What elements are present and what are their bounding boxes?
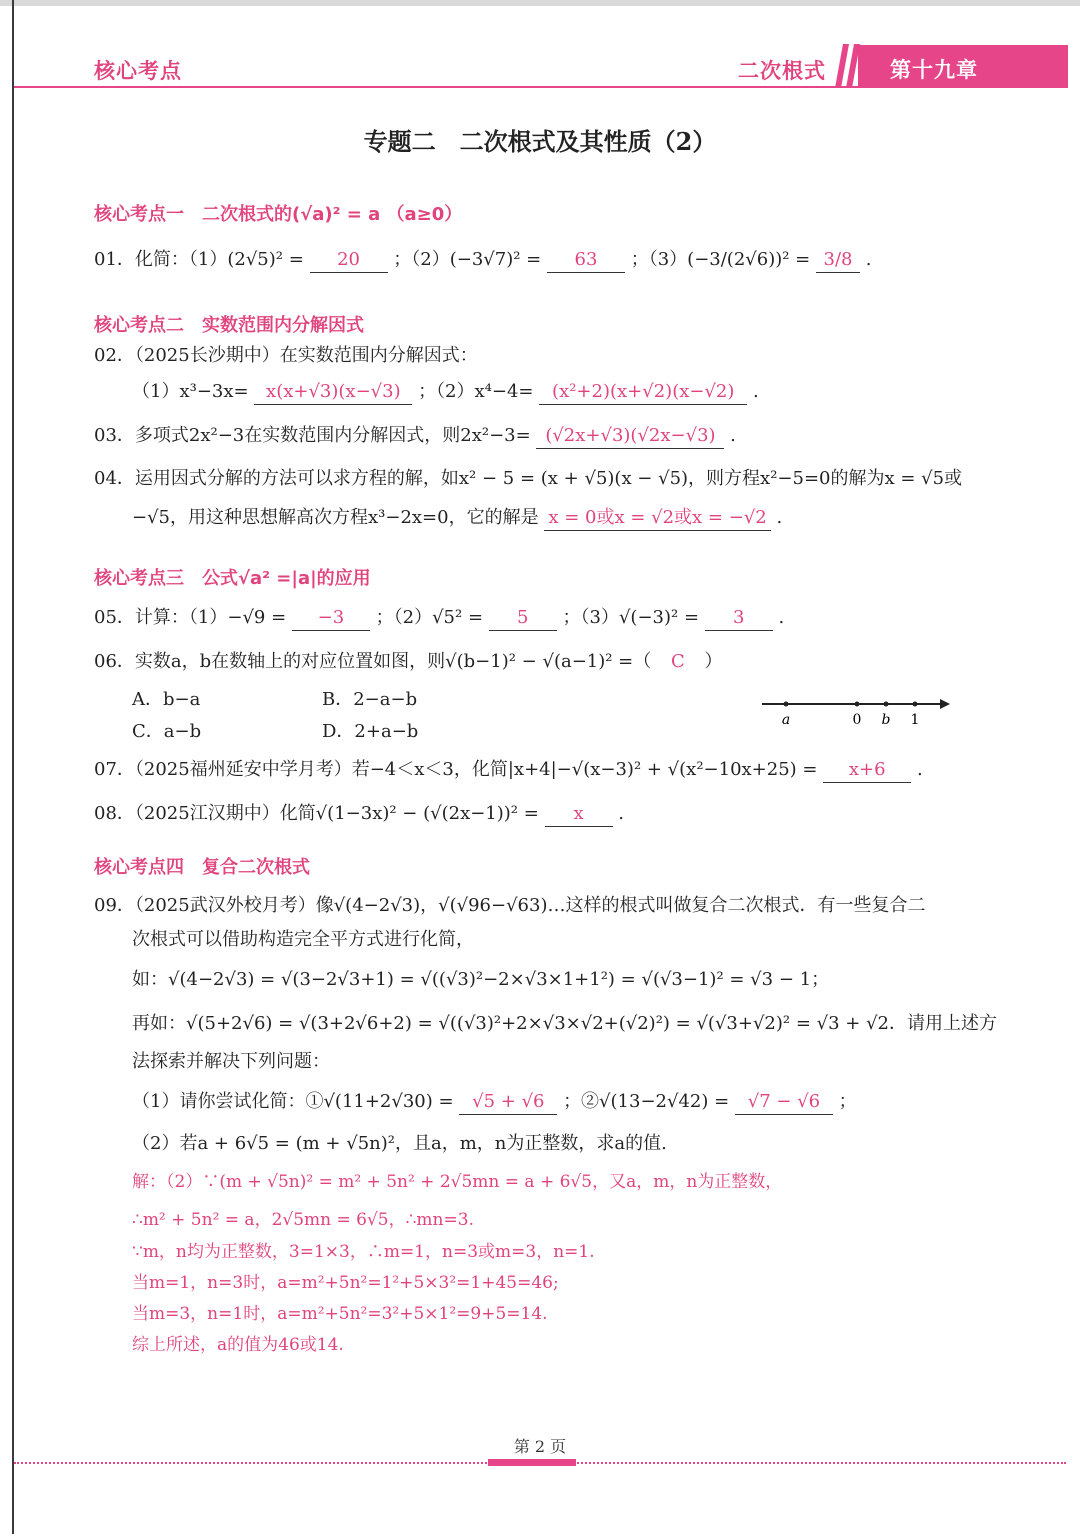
section-4-heading (94, 853, 310, 879)
q09-line-4: 再如：√(5+2√6) = √(3+2√6+2) = √((√3)²+2×√3×√2+(√2)²) = √(√3+√2)² = √3 + √2．请用上述方 (132, 1013, 998, 1034)
section-4-label: 核心考点四 (94, 857, 184, 878)
q03-answer: (√2x+√3)(√2x−√3) (536, 424, 724, 449)
q02-answer-1: x(x+√3)(x−√3) (254, 380, 412, 405)
q04-answer: x = 0或x = √2或x = −√2 (544, 506, 770, 531)
q09-answer-2: √7 − √6 (735, 1090, 833, 1115)
q07-end: . (916, 759, 923, 780)
number-line-point-0 (855, 702, 860, 707)
number-line-label-0: 0 (852, 712, 862, 728)
section-1-label: 核心考点一 (94, 204, 184, 225)
page-number: 第 2 页 (513, 1437, 567, 1456)
q01-end: . (865, 249, 872, 270)
number-line-label-1: 1 (910, 712, 920, 728)
number-line-arrow (940, 699, 950, 709)
q09-part-1: （1）请你尝试化简：①√(11+2√30) = (132, 1091, 454, 1112)
section-1-text: 二次根式的(√a)² = a （a≥0） (202, 204, 463, 225)
section-3-text: 公式√a² =|a|的应用 (202, 568, 371, 589)
number-line-point-a (784, 702, 789, 707)
q09-part-1-end: ； (838, 1091, 857, 1112)
q05-answer-1: −3 (292, 606, 370, 631)
page-title: 专题二 二次根式及其性质（2） (363, 127, 717, 156)
q06-end: ） (704, 651, 723, 672)
solution-line-4: 当m=1，n=3时，a=m²+5n²=1²+5×3²=1+45=46; (132, 1273, 559, 1293)
question-04-line-2 (132, 506, 782, 531)
q08-text: 08．（2025江汉期中）化简√(1−3x)² − (√(2x−1))² = (94, 803, 539, 824)
q06-answer: C (671, 651, 685, 672)
header-left-label: 核心考点 (94, 59, 182, 83)
question-05 (94, 606, 784, 631)
question-06 (94, 650, 723, 674)
header-chapter: 第十九章 (890, 58, 978, 82)
question-07 (94, 758, 923, 783)
q06-option-b: B．2−a−b (322, 689, 418, 710)
q09-line-1: 09．（2025武汉外校月考）像√(4−2√3)，√(√96−√63)…这样的根式叫做复合二次根式．有一些复合二 (94, 895, 926, 916)
section-3-heading (94, 564, 371, 590)
q03-end: . (730, 425, 736, 446)
header-topic: 二次根式 (738, 59, 826, 83)
q06-option-d: D．2+a−b (322, 721, 419, 742)
q02-end: . (752, 381, 759, 402)
q05-part-1: 05．计算：（1）−√9 = (94, 607, 287, 628)
q01-mid-1: ；（2）(−3√7)² = (393, 249, 542, 270)
section-3-label: 核心考点三 (94, 568, 184, 589)
q09-line-3: 如：√(4−2√3) = √(3−2√3+1) = √((√3)²−2×√3×1+1²) = √(√3−1)² = √3 − 1； (132, 969, 830, 990)
question-08 (94, 802, 624, 827)
section-4-text: 复合二次根式 (202, 857, 310, 878)
q04-line-1: 04．运用因式分解的方法可以求方程的解，如x² − 5 = (x + √5)(x − √5)，则方程x²−5=0的解为x = √5或 (94, 468, 963, 489)
q04-end: . (776, 507, 783, 528)
header-rule (14, 86, 1068, 88)
solution-line-6: 综上所述，a的值为46或14. (132, 1335, 344, 1355)
q07-answer: x+6 (823, 758, 911, 783)
q05-answer-2: 5 (489, 606, 557, 631)
q04-line-2: −√5，用这种思想解高次方程x³−2x=0，它的解是 (132, 507, 539, 528)
solution-line-5: 当m=3，n=1时，a=m²+5n²=3²+5×1²=9+5=14. (132, 1304, 548, 1324)
q01-mid-2: ；（3）(−3/(2√6))² = (630, 249, 811, 270)
q06-option-a: A．b−a (132, 689, 201, 710)
q06-option-c: C．a−b (132, 721, 202, 742)
q09-part-1b: ；②√(13−2√42) = (563, 1091, 730, 1112)
q05-end: . (778, 607, 785, 628)
number-line-diagram (760, 692, 956, 732)
solution-line-1: 解：（2）∵(m + √5n)² = m² + 5n² + 2√5mn = a + 6√5，又a，m，n为正整数， (132, 1172, 783, 1192)
q09-answer-1: √5 + √6 (459, 1090, 557, 1115)
q09-line-2: 次根式可以借助构造完全平方式进行化简， (132, 929, 474, 950)
section-2-heading (94, 311, 364, 337)
section-2-label: 核心考点二 (94, 315, 184, 336)
q08-answer: x (545, 802, 613, 827)
q05-answer-3: 3 (705, 606, 773, 631)
q02-part-2: ；（2）x⁴−4= (418, 381, 534, 402)
top-edge (0, 0, 1080, 6)
q02-intro: 02．（2025长沙期中）在实数范围内分解因式： (94, 345, 478, 366)
number-line-point-b (884, 702, 889, 707)
q01-answer-2: 63 (547, 248, 625, 273)
q01-answer-1: 20 (310, 248, 388, 273)
question-02-parts (132, 380, 759, 405)
q09-part-2: （2）若a + 6√5 = (m + √5n)²，且a，m，n为正整数，求a的值. (132, 1133, 667, 1154)
section-2-text: 实数范围内分解因式 (202, 315, 364, 336)
q03-text: 03．多项式2x²−3在实数范围内分解因式，则2x²−3= (94, 425, 531, 446)
question-03 (94, 424, 736, 449)
q02-answer-2: (x²+2)(x+√2)(x−√2) (539, 380, 747, 405)
question-01 (94, 248, 871, 273)
q05-part-3: ；（3）√(−3)² = (562, 607, 700, 628)
section-1-heading (94, 200, 462, 226)
question-09-part-1 (132, 1090, 857, 1115)
q07-text: 07．（2025福州延安中学月考）若−4＜x＜3，化简|x+4|−√(x−3)² + √(x²−10x+25) = (94, 759, 818, 780)
number-line-label-a: a (781, 712, 791, 728)
q05-part-2: ；（2）√5² = (375, 607, 484, 628)
q08-end: . (618, 803, 625, 824)
q01-prefix: 01．化简：（1）(2√5)² = (94, 249, 304, 270)
footer-accent-bar (488, 1459, 576, 1466)
q02-part-1: （1）x³−3x= (132, 381, 249, 402)
solution-line-3: ∵m，n均为正整数，3=1×3，∴m=1，n=3或m=3，n=1. (132, 1242, 595, 1262)
number-line-point-1 (913, 702, 918, 707)
q09-line-5: 法探索并解决下列问题： (132, 1051, 330, 1072)
q06-text: 06．实数a，b在数轴上的对应位置如图，则√(b−1)² − √(a−1)² =（ (94, 651, 652, 672)
number-line-label-b: b (881, 712, 891, 728)
left-edge (12, 0, 14, 1534)
header-chapter-box (858, 45, 1068, 87)
q01-answer-3: 3/8 (816, 248, 860, 273)
solution-line-2: ∴m² + 5n² = a，2√5mn = 6√5，∴mn=3. (132, 1210, 474, 1230)
